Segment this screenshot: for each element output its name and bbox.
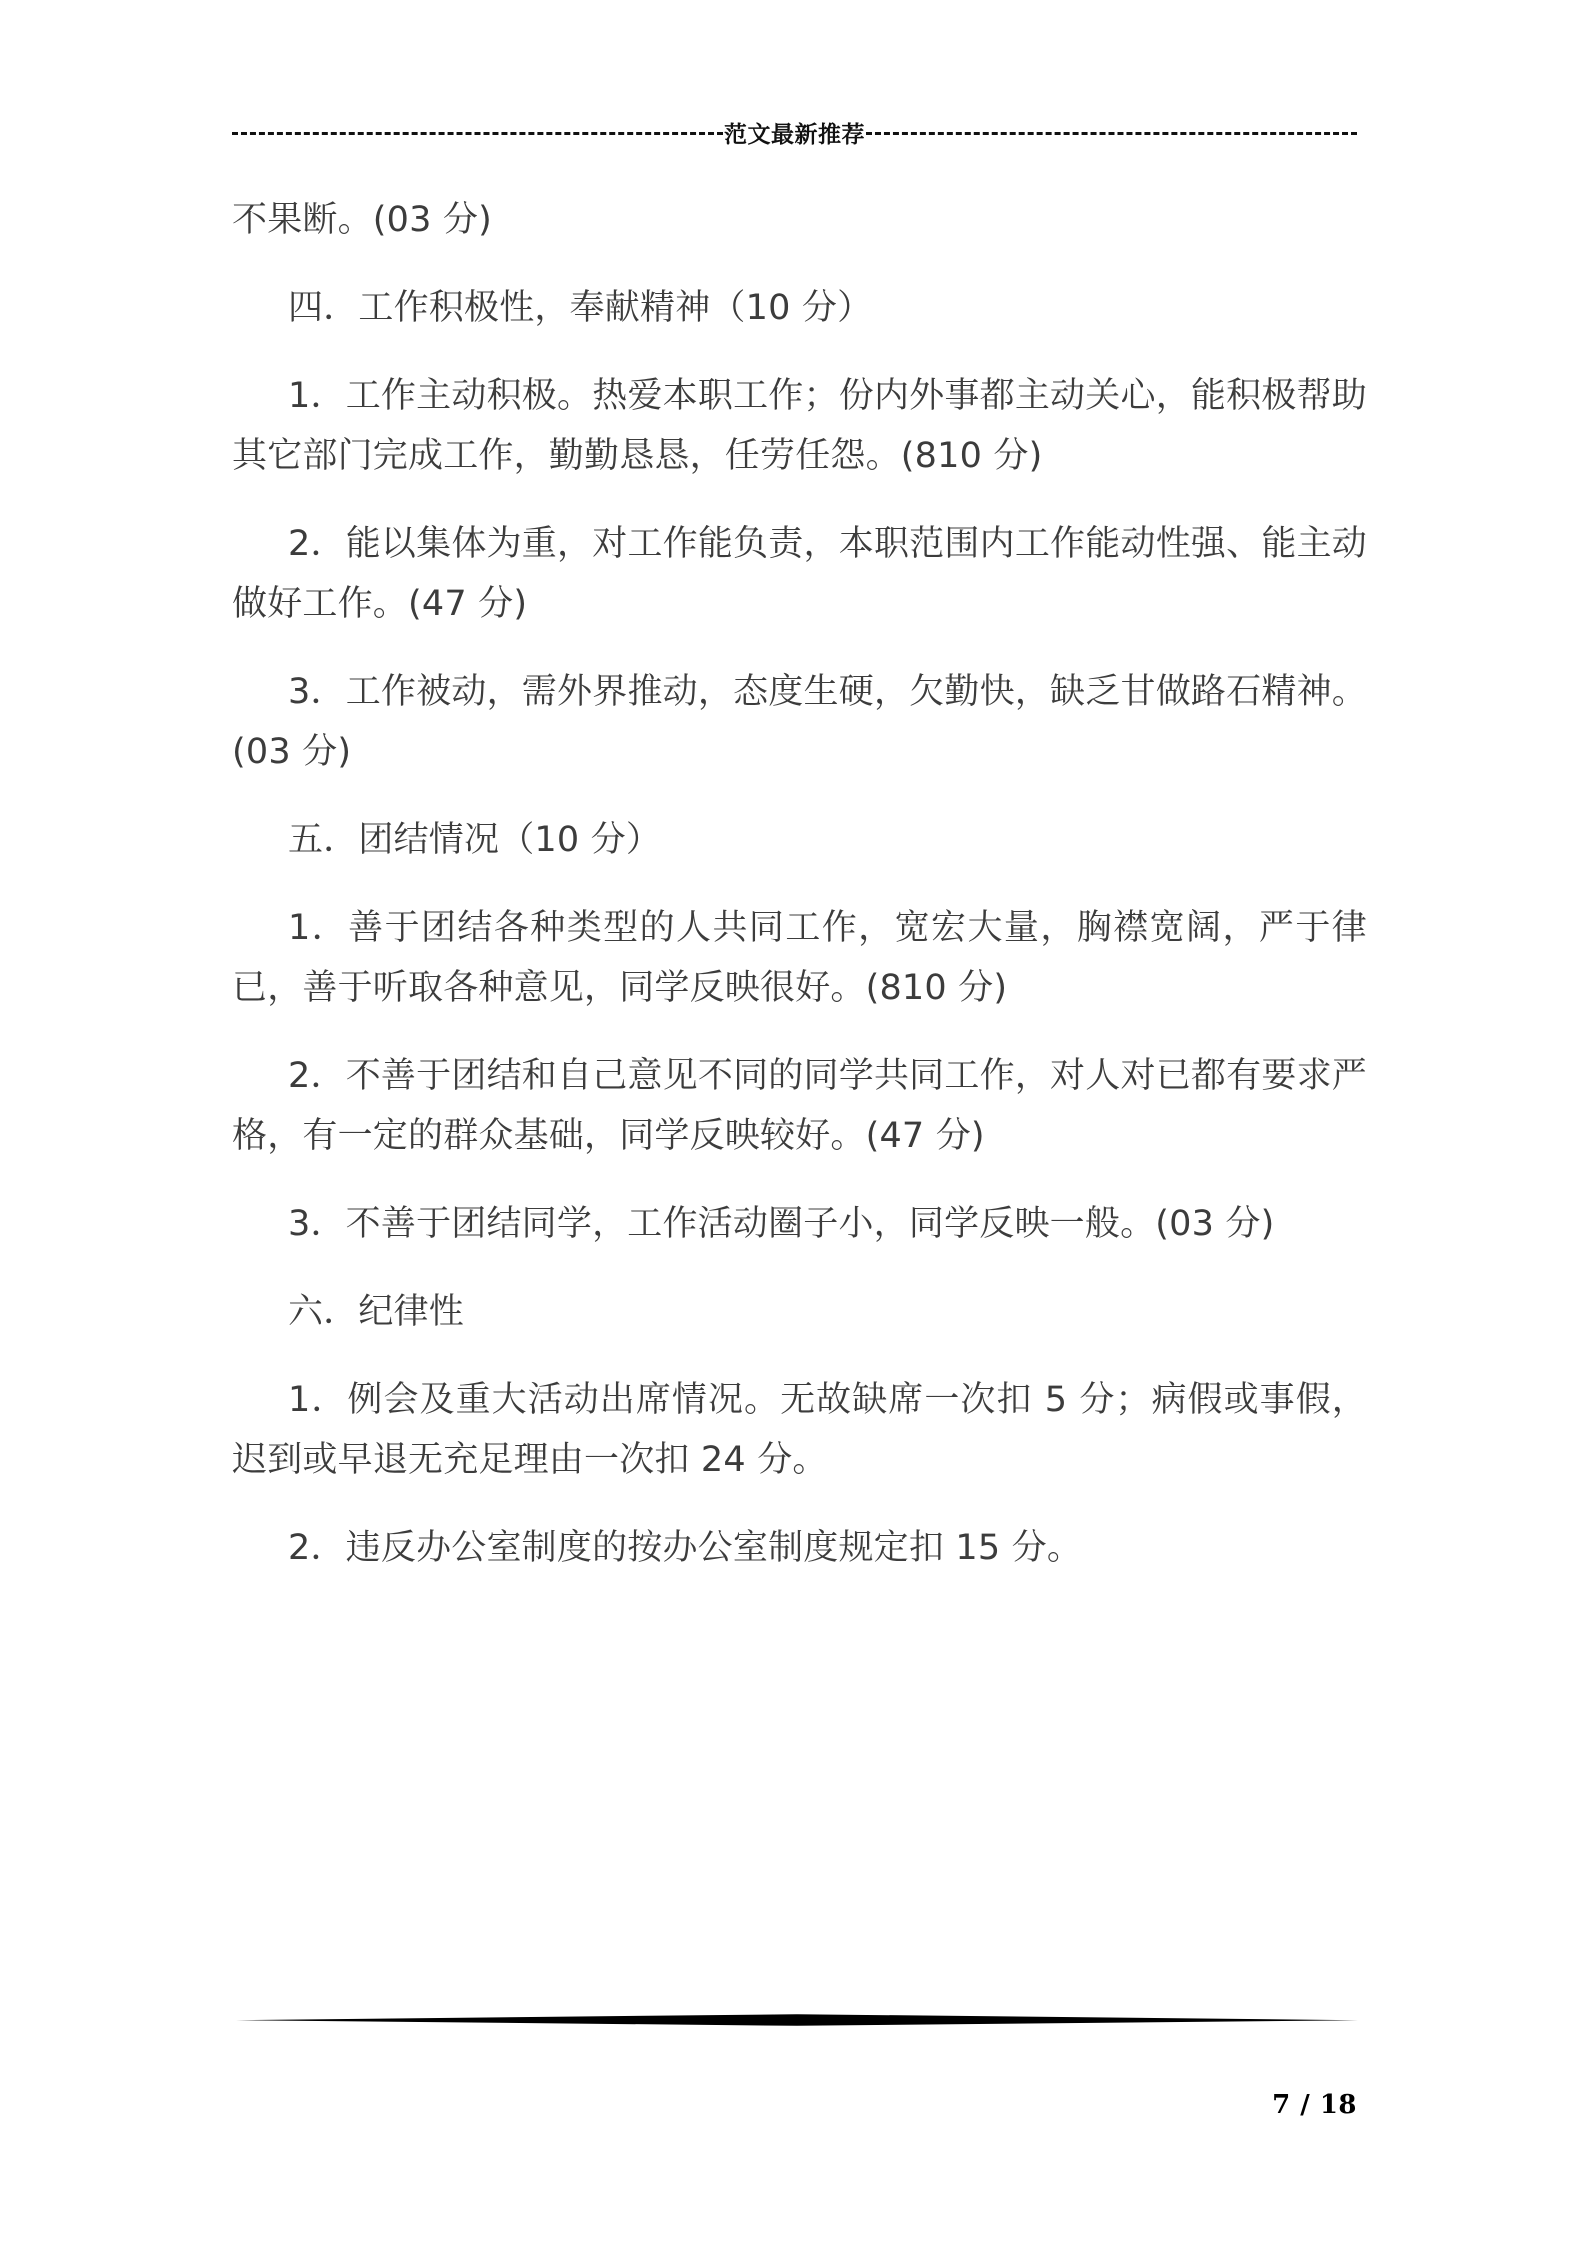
section-heading-six: 六．纪律性 [288,1292,465,1332]
section-five-item-one: 1．善于团结各种类型的人共同工作，宽宏大量，胸襟宽阔，严于律已，善于听取各种意见，同学反映很好。(810 分) [232,908,1367,1008]
lens-divider-icon [236,2012,1358,2030]
section-six-item-two: 2．违反办公室制度的按办公室制度规定扣 15 分。 [288,1528,1083,1568]
section-four-item-one: 1．工作主动积极。热爱本职工作；份内外事都主动关心，能积极帮助其它部门完成工作，勤勤恳恳，任劳任怨。(810 分) [232,376,1367,476]
footer-divider [236,2012,1358,2030]
header-rule-right [866,132,1357,135]
section-five-item-three: 3．不善于团结同学，工作活动圈子小，同学反映一般。(03 分) [288,1204,1275,1244]
section-four-item-two: 2．能以集体为重，对工作能负责，本职范围内工作能动性强、能主动做好工作。(47 分) [232,524,1367,624]
section-heading-five: 五．团结情况（10 分） [288,820,662,860]
paragraph-continuation: 不果断。(03 分) [232,200,492,240]
document-body [232,190,1367,1604]
header-title: 范文最新推荐 [724,120,865,148]
section-five-item-two: 2．不善于团结和自己意见不同的同学共同工作，对人对已都有要求严格，有一定的群众基础，同学反映较好。(47 分) [232,1056,1367,1156]
page-header [232,112,1357,152]
section-four-item-three: 3．工作被动，需外界推动，态度生硬，欠勤快，缺乏甘做路石精神。(03 分) [232,672,1367,772]
section-heading-four: 四．工作积极性，奉献精神（10 分） [288,288,873,328]
page-number: 7 / 18 [1272,2090,1357,2120]
header-rule-left [232,132,723,135]
section-six-item-one: 1．例会及重大活动出席情况。无故缺席一次扣 5 分；病假或事假，迟到或早退无充足理由一次扣 24 分。 [232,1380,1367,1480]
